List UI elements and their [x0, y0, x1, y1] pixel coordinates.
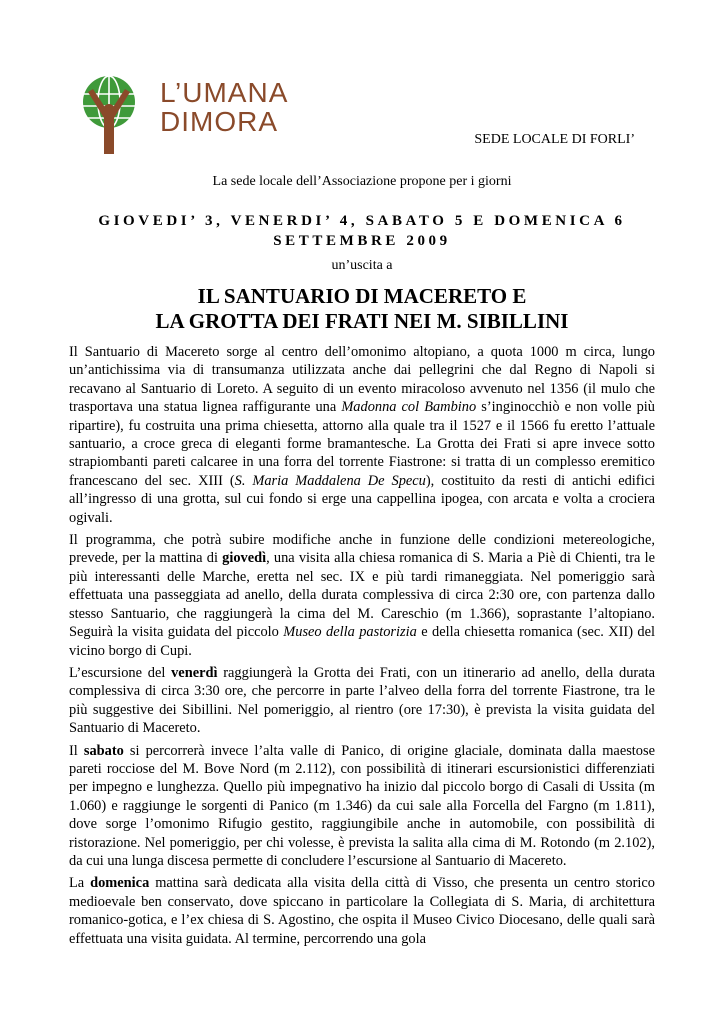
- italic-run: Museo della pastorizia: [283, 624, 417, 641]
- intro-text: La sede locale dell’Associazione propone per i giorni: [212, 174, 512, 189]
- text-run: s’inginocchiò e non volle più ripartire), fu costruita una prima chiesetta, attorno alla quale tra il 1527 e il 1566 fu eretto l’attuale santuario, a croce greca di eleganti forme bramantesche. La Grotta dei Frati si apre invece sotto strapiombanti pareti calcaree in una forra del torrente Fiastrone: si tratta di un complesso eremitico francescano del sec. XIII (: [69, 399, 656, 489]
- dates-heading: [70, 211, 654, 251]
- text-run: , una visita alla chiesa romanica di S. Maria a Piè di Chienti, tra le più interessanti delle Marche, eretta nel sec. IX e più tardi rimaneggiata. Nel pomeriggio sarà effettuata una passeggiata ad anello, della durata complessiva di circa 2:30 ore, con partenza dallo stesso Santuario, che raggiungerà la cima del M. Careschio (m 1.366), soprastante l’altopiano. Seguirà la visita guidata del piccolo: [69, 550, 655, 641]
- logo-line2: DIMORA: [160, 106, 278, 137]
- text-run: Il Santuario di Macereto sorge al centro dell’omonimo altopiano, a quota 1000 m circa, lungo un’antichissima via di transumanza utilizzata anche dai pellegrini che dal Regno di Napoli si recavano al Santuario di Loreto. A seguito di un evento miracoloso avvenuto nel 1356 (il mulo che trasportava una statua lignea raffigurante una: [69, 344, 655, 416]
- paragraph-giovedi: [69, 531, 655, 660]
- title-line1: IL SANTUARIO DI MACERETO E: [197, 284, 527, 308]
- paragraph-venerdi: [69, 664, 655, 738]
- text-run: mattina sarà dedicata alla visita della città di Visso, che presenta un centro storico medioevale ben conservato, dove spiccano in particolare la Collegiata di S. Maria, di architettura romanico-gotica, e l’ex chiesa di S. Agostino, che ospita il Museo Civico Diocesano, delle quali sarà effettuata una visita guidata. Al termine, percorrendo una gola: [69, 875, 655, 947]
- text-run: La: [69, 875, 91, 892]
- body-text: [69, 343, 655, 952]
- text-run: L’escursione del: [69, 664, 172, 681]
- bold-run: giovedì: [222, 550, 267, 567]
- logo-wordmark: [160, 78, 288, 136]
- text-run: si percorrerà invece l’alta valle di Panico, di origine glaciale, dominata dalla maestose pareti rocciose del M. Bove Nord (m 2.112), con possibilità di itinerari escursionistici differenziati per impegno e lunghezza. Quello più impegnativo ha inizio dal piccolo borgo di Casali di Ussita (m 1.060) e raggiunge le sorgenti di Panico (m 1.346) da cui sale alla Forcella del Fargno (m 1.811), dove sorge l’omonimo Rifugio gestito, raggiungibile anche in automobile, con possibilità di ristorazione. Nel pomeriggio, per chi volesse, è prevista la salita alla cima di M. Rotondo (m 2.102), da cui una lunga discesa permette di concludere l’escursione al Santuario di Macereto.: [69, 742, 655, 869]
- text-run: ), costituito da resti di antichi edifici all’ingresso di una grotta, sul cui fondo si erge una cappellina ipogea, con arcata e volta a crociera ogivali.: [69, 472, 655, 526]
- bold-run: sabato: [83, 742, 124, 759]
- italic-run: S. Maria Maddalena De Specu: [234, 472, 426, 489]
- text-run: raggiungerà la Grotta dei Frati, con un itinerario ad anello, della durata complessiva di circa 3:30 ore, che percorre in parte l’alveo della forra del torrente Fiastrone, tra le più suggestive dei Sibillini. Nel pomeriggio, al rientro (ore 17:30), è prevista la visita guidata del Santuario di Macereto.: [69, 664, 655, 737]
- page-title: [0, 284, 724, 334]
- text-run: Il: [69, 742, 84, 759]
- dates-line1: GIOVEDI’ 3, VENERDI’ 4, SABATO 5 E DOMENICA 6: [98, 213, 626, 229]
- uscita-text: un’uscita a: [331, 258, 393, 273]
- paragraph-sabato: [69, 742, 655, 871]
- logo-line1: L’UMANA: [160, 77, 289, 108]
- title-line2: LA GROTTA DEI FRATI NEI M. SIBILLINI: [155, 309, 569, 333]
- paragraph-santuario: [69, 343, 655, 527]
- italic-run: Madonna col Bambino: [341, 399, 477, 416]
- paragraph-domenica: [69, 874, 655, 948]
- text-run: e della chiesetta romanica (sec. XII) del vicino borgo di Cupi.: [69, 624, 655, 659]
- bold-run: domenica: [90, 875, 150, 892]
- bold-run: venerdì: [171, 664, 218, 681]
- sede-label: SEDE LOCALE DI FORLI’: [474, 132, 635, 147]
- text-run: Il programma, che potrà subire modifiche anche in funzione delle condizioni metereologiche, prevede, per la mattina di: [69, 532, 655, 567]
- globe-figure-icon: [74, 72, 144, 156]
- logo: [74, 72, 324, 156]
- dates-line2: SETTEMBRE 2009: [273, 233, 451, 249]
